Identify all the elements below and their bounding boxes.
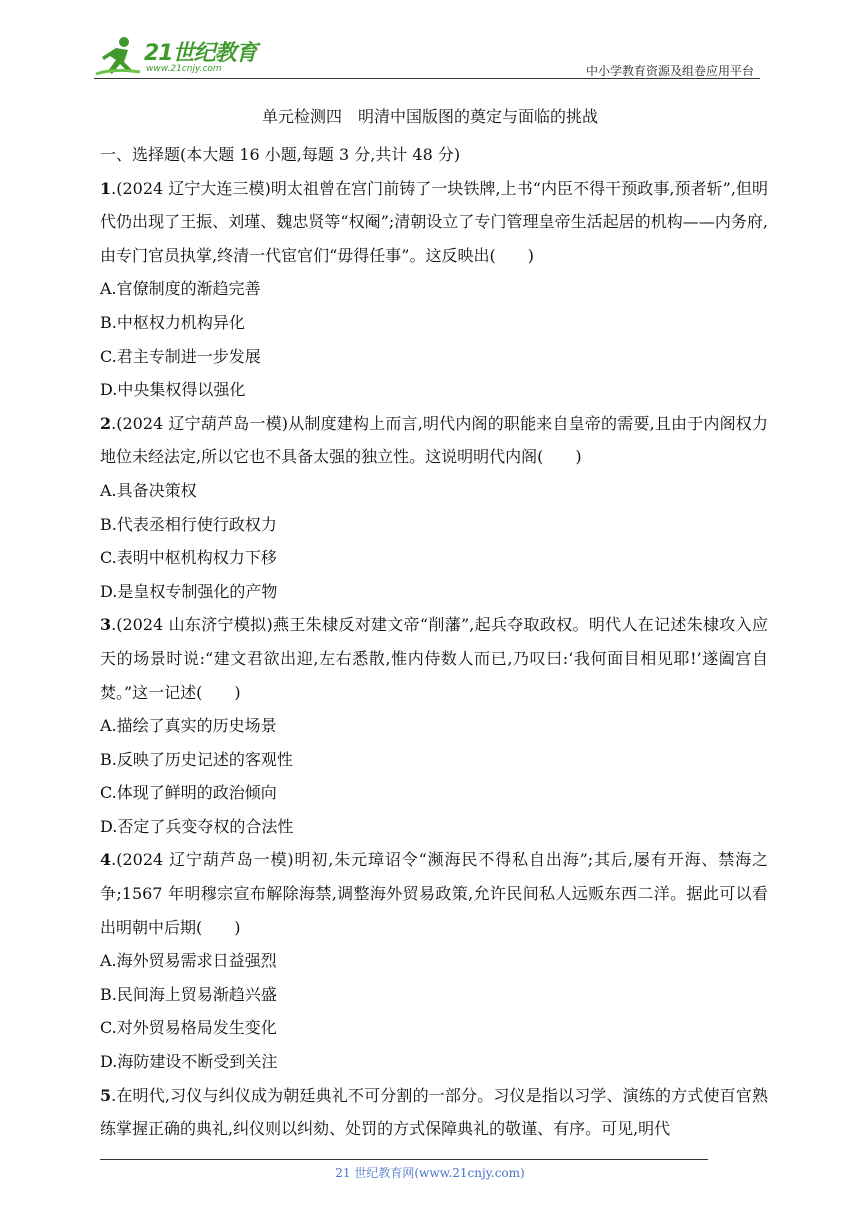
answer-option: A.描绘了真实的历史场景 (100, 716, 277, 736)
answer-option: A.具备决策权 (100, 480, 197, 500)
logo-wordmark: 21世纪教育 (144, 41, 257, 66)
question-list (100, 138, 768, 1146)
question-stem: .在明代,习仪与纠仪成为朝廷典礼不可分割的一部分。习仪是指以习学、演练的方式使百官熟练掌握正确的典礼,纠仪则以纠劾、处罚的方式保障典礼的敬谨、有序。可见,明代 (100, 1085, 768, 1139)
question-stem: .(2024 辽宁葫芦岛一模)从制度建构上而言,明代内阁的职能来自皇帝的需要,且由于内阁权力地位未经法定,所以它也不具备太强的独立性。这说明明代内阁( ) (100, 413, 768, 467)
section-heading: 一、选择题(本大题 16 小题,每题 3 分,共计 48 分) (100, 145, 461, 164)
runner-logo-icon (94, 34, 144, 80)
answer-option: D.否定了兵变夺权的合法性 (100, 816, 294, 836)
answer-option: B.民间海上贸易渐趋兴盛 (100, 984, 277, 1004)
answer-option: C.对外贸易格局发生变化 (100, 1018, 277, 1038)
answer-option: D.中央集权得以强化 (100, 380, 246, 400)
answer-option: B.代表丞相行使行政权力 (100, 514, 277, 534)
question-stem: .(2024 辽宁大连三模)明太祖曾在宫门前铸了一块铁牌,上书“内臣不得干预政事,预者斩”,但明代仍出现了王振、刘瑾、魏忠贤等“权阉”;清朝设立了专门管理皇帝生活起居的机构——内务府,由专门官员执掌,终清一代宦官们“毋得任事”。这反映出( ) (100, 178, 768, 265)
answer-option: D.是皇权专制强化的产物 (100, 581, 278, 601)
question-number: 1 (100, 178, 112, 198)
answer-option: B.中枢权力机构异化 (100, 312, 245, 332)
answer-option: C.君主专制进一步发展 (100, 346, 261, 366)
question-number: 2 (100, 413, 112, 433)
footer-source: 21 世纪教育网(www.21cnjy.com) (335, 1166, 525, 1180)
site-logo (94, 34, 264, 80)
question-text (100, 1079, 768, 1146)
platform-label: 中小学教育资源及组卷应用平台 (585, 64, 754, 78)
answer-option: A.官僚制度的渐趋完善 (100, 279, 261, 299)
question-text (100, 608, 768, 709)
answer-option: C.体现了鲜明的政治倾向 (100, 783, 277, 803)
question-number: 4 (100, 850, 112, 870)
question-number: 3 (100, 615, 112, 635)
question-stem: .(2024 山东济宁模拟)燕王朱棣反对建文帝“削藩”,起兵夺取政权。明代人在记述朱棣攻入应天的场景时说:“建文君欲出迎,左右悉散,惟内侍数人而已,乃叹曰:‘我何面目相见耶!’遂阖宫自焚。”这一记述( ) (100, 615, 768, 702)
question-text (100, 172, 768, 273)
header-divider (94, 78, 760, 79)
question-text (100, 407, 768, 474)
logo-url: www.21cnjy.com (146, 64, 222, 74)
question-text (100, 843, 768, 944)
answer-option: C.表明中枢机构权力下移 (100, 548, 277, 568)
answer-option: A.海外贸易需求日益强烈 (100, 951, 277, 971)
page-header (94, 34, 760, 80)
question-number: 5 (100, 1085, 112, 1105)
answer-option: D.海防建设不断受到关注 (100, 1052, 278, 1072)
questions-container (100, 172, 768, 1146)
question-stem: .(2024 辽宁葫芦岛一模)明初,朱元璋诏令“濒海民不得私自出海”;其后,屡有开海、禁海之争;1567 年明穆宗宣布解除海禁,调整海外贸易政策,允许民间私人远贩东西二洋。据此可以看出明朝中后期( ) (100, 850, 768, 937)
answer-option: B.反映了历史记述的客观性 (100, 749, 293, 769)
footer-divider (100, 1159, 708, 1160)
page-title: 单元检测四 明清中国版图的奠定与面临的挑战 (261, 107, 598, 126)
